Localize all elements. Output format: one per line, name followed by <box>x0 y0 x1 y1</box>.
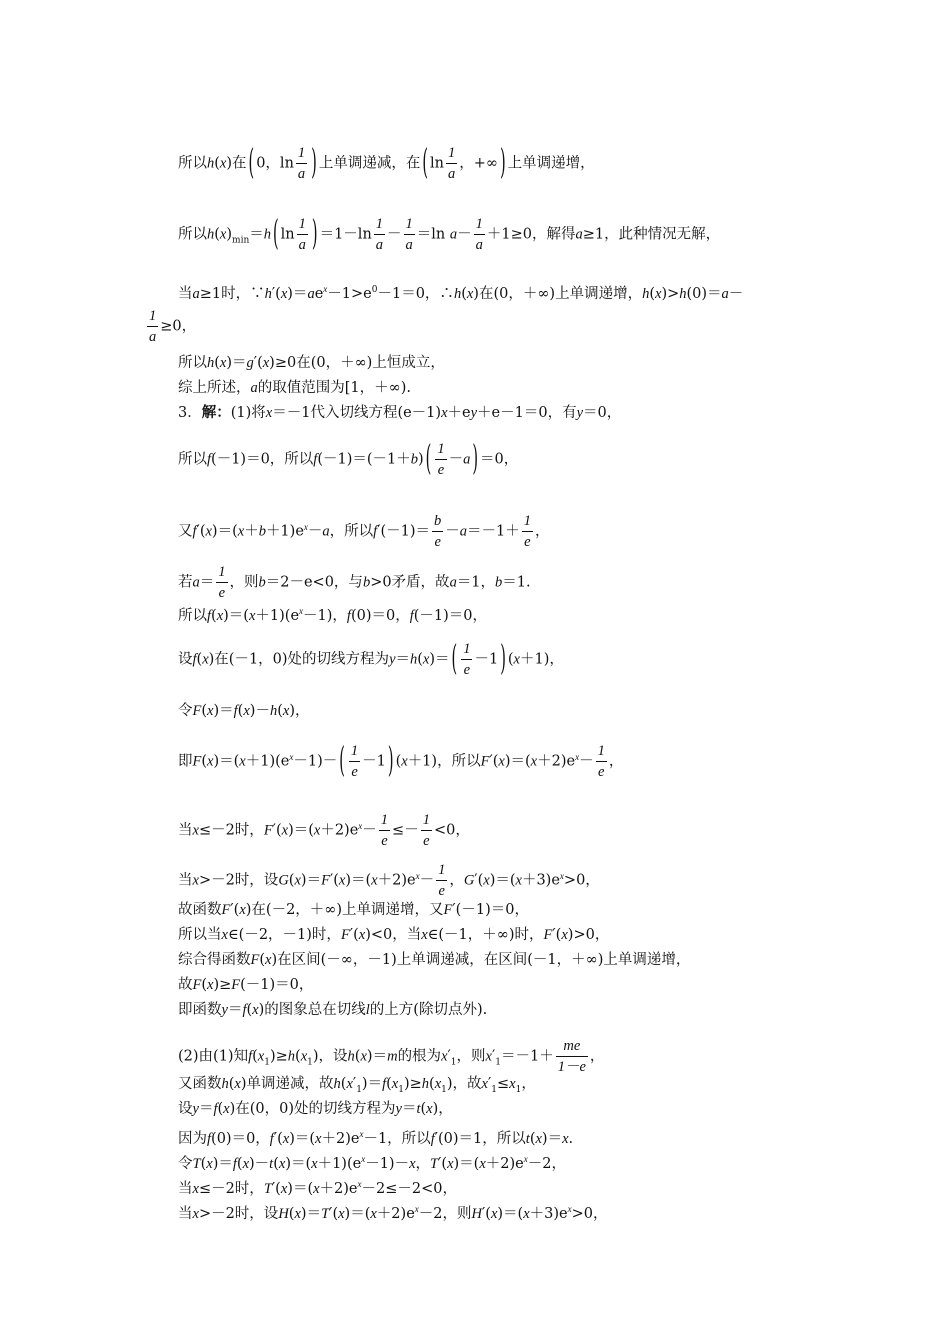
text-line: 所以f(－1)＝0，所以f(－1)＝(－1＋b) ( $\frac{1}{e}$ －a ) ＝0， <box>178 440 519 479</box>
text-line: 设f(x)在(－1，0)处的切线方程为y＝h(x)＝ ( $\frac{1}{e}$ －1 ) (x＋1)， <box>178 640 564 679</box>
text-line: 故函数F′(x)在(－2，＋∞)上单调递增，又F′(－1)＝0， <box>178 902 529 918</box>
text-line: (2)由(1)知$f(x_1)\ge h(x_1)$，设h(x)＝m的根为$x'_1$，则$x'_1=-1+$ $\frac{me}{1-e}$ ， <box>178 1038 605 1075</box>
text-line: 当x≤－2时，$T'(x)=(x+2)e^x-2\le-2<0$， <box>178 1179 457 1197</box>
text-line: 因为f(0)＝0，$f'(x)=(x+2)e^x-1$，所以f′(0)＝1，所以t(x)＝x. <box>178 1129 574 1147</box>
text-line: 所以$h(x)_{min}=h$ ( ln $\frac{1}{a}$ ) ＝1－ln $\frac{1}{a}$ － $\frac{1}{a}$ ＝ln a－ $\frac{1}{a}$ ＋1≥0，解得a≥1，此种情况无解， <box>178 215 721 254</box>
text-line: 又函数h(x)单调递减，故$h(x'_1)=f(x_1)\ge h(x_1)$，故$x'_1\le x_1$， <box>178 1076 536 1095</box>
text-line: 当x>－2时，设$G(x)=F'(x)=(x+2)e^x-$ $\frac{1}{e}$ ，$G'(x)=(x+3)e^x>0$， <box>178 862 600 899</box>
text-line: 令$T(x)=f(x)-t(x)=(x+1)(e^x-1)-x$，$T'(x)=(x+2)e^x-2$， <box>178 1154 566 1172</box>
text-line: 当x>－2时，设$H(x)=T'(x)=(x+2)e^x-2$，则$H'(x)=(x+3)e^x>0$， <box>178 1204 608 1222</box>
text-line: 故F(x)≥F(－1)＝0， <box>178 977 314 993</box>
text-line: 设y＝f(x)在(0，0)处的切线方程为y＝t(x)， <box>178 1101 453 1117</box>
text-line: 所以h(x)在 ( 0，ln $\frac{1}{a}$ ) 上单调递减，在 ( ln $\frac{1}{a}$ ，+∞ ) 上单调递增， <box>178 144 595 183</box>
text-line: 综上所述，a的取值范围为[1，＋∞). <box>178 380 411 396</box>
text-line: 当a≥1时，$\because h'(x)=ae^x-1>e^0-1=0$，∴h(x)在(0，＋∞)上单调递增，h(x)>h(0)＝a－ <box>178 284 744 302</box>
text-line: 当x≤－2时，$F'(x)=(x+2)e^x-$ $\frac{1}{e}$ ≤－ $\frac{1}{e}$ <0， <box>178 812 470 849</box>
text-line: 综合得函数F(x)在区间(－∞，－1)上单调递减，在区间(－1，＋∞)上单调递增， <box>178 952 691 968</box>
text-line: 即函数y＝f(x)的图象总在切线l的上方(除切点外). <box>178 1002 488 1018</box>
text-line: 又$f'(x)=(x+b+1)e^x-a$，所以f′(－1)＝ $\frac{b}{e}$ －a＝－1＋ $\frac{1}{e}$ ， <box>178 513 550 550</box>
text-line: 3．解：(1)将x＝－1代入切线方程(e－1)x＋ey＋e－1＝0，有y＝0， <box>178 404 622 421</box>
text-line: 若a＝ $\frac{1}{e}$ ，则b＝2－e<0，与b>0矛盾，故a＝1，b＝1. <box>178 564 531 601</box>
text-line: 即$F(x)=(x+1)(e^x-1)-$ ( $\frac{1}{e}$ －1 ) (x＋1)，所以$F'(x)=(x+2)e^x-$ $\frac{1}{e}$ ， <box>178 742 624 781</box>
text-line: 所以当x∈(－2，－1)时，F′(x)<0，当x∈(－1，＋∞)时，F′(x)>0， <box>178 927 610 943</box>
text-line: $\frac{1}{a}$ ≥0， <box>149 308 197 345</box>
text-line: 所以h(x)＝g′(x)≥0在(0，＋∞)上恒成立， <box>178 355 445 371</box>
text-line: 所以$f(x)=(x+1)(e^x-1)$，f(0)＝0，f(－1)＝0， <box>178 606 488 624</box>
text-line: 令F(x)＝f(x)－h(x)， <box>178 703 310 719</box>
